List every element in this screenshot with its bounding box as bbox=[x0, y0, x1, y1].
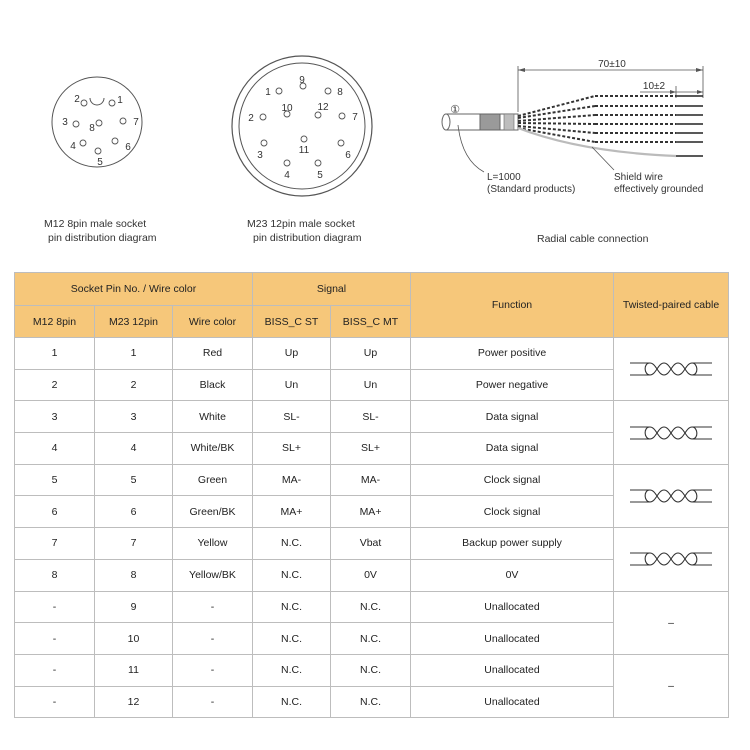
cell-m12: 8 bbox=[15, 559, 95, 591]
cell-wire-color: - bbox=[173, 654, 253, 686]
header-twisted: Twisted-paired cable bbox=[614, 273, 729, 338]
cell-wire-color: - bbox=[173, 591, 253, 623]
m12-pin-label: 4 bbox=[70, 141, 76, 152]
cell-m12: 5 bbox=[15, 464, 95, 496]
m23-pin-label: 9 bbox=[299, 75, 305, 86]
m12-pin-label: 5 bbox=[97, 157, 103, 168]
header-m12: M12 8pin bbox=[15, 306, 95, 338]
cell-m12: 7 bbox=[15, 528, 95, 560]
cell-function: Clock signal bbox=[411, 496, 614, 528]
table-row bbox=[15, 528, 729, 560]
cell-wire-color: White/BK bbox=[173, 433, 253, 465]
cell-function: Unallocated bbox=[411, 591, 614, 623]
cell-wire-color: Green/BK bbox=[173, 496, 253, 528]
m12-pin-holes bbox=[73, 100, 126, 154]
m12-pin-label: 2 bbox=[74, 94, 80, 105]
cell-biss-mt: N.C. bbox=[331, 686, 411, 718]
cell-biss-st: MA- bbox=[253, 464, 331, 496]
cell-wire-color: White bbox=[173, 401, 253, 433]
diagram-area bbox=[0, 0, 750, 270]
cell-biss-mt: SL+ bbox=[331, 433, 411, 465]
cell-m12: - bbox=[15, 654, 95, 686]
cell-m23: 6 bbox=[95, 496, 173, 528]
cell-m23: 3 bbox=[95, 401, 173, 433]
m23-caption-line: pin distribution diagram bbox=[253, 232, 362, 244]
cell-biss-mt: Up bbox=[331, 338, 411, 370]
header-function: Function bbox=[411, 273, 614, 338]
m23-pin-label: 3 bbox=[257, 150, 263, 161]
header-signal-group: Signal bbox=[253, 273, 411, 306]
dimension-end: 10±2 bbox=[642, 81, 666, 92]
twisted-pair-icon bbox=[628, 483, 714, 509]
m12-caption-line: M12 8pin male socket bbox=[44, 218, 147, 230]
cell-biss-st: N.C. bbox=[253, 686, 331, 718]
header-m23: M23 12pin bbox=[95, 306, 173, 338]
cell-m12: 3 bbox=[15, 401, 95, 433]
header-pin-group: Socket Pin No. / Wire color bbox=[15, 273, 253, 306]
table-row bbox=[15, 338, 729, 370]
m23-pin-label: 1 bbox=[265, 87, 271, 98]
cell-biss-mt: 0V bbox=[331, 559, 411, 591]
m12-connector bbox=[52, 77, 142, 168]
shield-label: Shield wire bbox=[614, 172, 663, 183]
cell-m12: - bbox=[15, 623, 95, 655]
cell-function: Unallocated bbox=[411, 686, 614, 718]
cell-twisted-pair bbox=[614, 528, 729, 591]
m23-pin-label: 6 bbox=[345, 150, 351, 161]
cell-biss-st: MA+ bbox=[253, 496, 331, 528]
cell-wire-color: Black bbox=[173, 369, 253, 401]
cell-twisted-pair: – bbox=[614, 654, 729, 717]
m23-pin-label: 2 bbox=[248, 113, 254, 124]
cell-function: Unallocated bbox=[411, 623, 614, 655]
cell-biss-mt: N.C. bbox=[331, 623, 411, 655]
cell-biss-st: Un bbox=[253, 369, 331, 401]
m12-caption-line: pin distribution diagram bbox=[48, 232, 157, 244]
cell-twisted-pair bbox=[614, 338, 729, 401]
cell-wire-color: Yellow/BK bbox=[173, 559, 253, 591]
shield-label-note: effectively grounded bbox=[614, 184, 704, 195]
radial-caption: Radial cable connection bbox=[537, 233, 649, 245]
m23-connector bbox=[232, 56, 372, 196]
cell-m23: 12 bbox=[95, 686, 173, 718]
table-row bbox=[15, 464, 729, 496]
cell-function: Data signal bbox=[411, 433, 614, 465]
m23-pin-label: 5 bbox=[317, 170, 323, 181]
cell-function: Power positive bbox=[411, 338, 614, 370]
cable-length-note: (Standard products) bbox=[487, 184, 576, 195]
cell-m12: - bbox=[15, 686, 95, 718]
table-row bbox=[15, 591, 729, 623]
cell-biss-st: SL- bbox=[253, 401, 331, 433]
cell-function: Clock signal bbox=[411, 464, 614, 496]
cell-biss-st: N.C. bbox=[253, 591, 331, 623]
m12-pin-label: 3 bbox=[62, 117, 68, 128]
cell-m12: 4 bbox=[15, 433, 95, 465]
table-row bbox=[15, 401, 729, 433]
cell-function: Unallocated bbox=[411, 654, 614, 686]
cell-twisted-pair: – bbox=[614, 591, 729, 654]
cable-length: L=1000 bbox=[487, 172, 521, 183]
pin-assignment-table bbox=[14, 272, 729, 718]
m23-pin-label: 10 bbox=[281, 103, 293, 114]
cell-wire-color: - bbox=[173, 686, 253, 718]
cell-m23: 1 bbox=[95, 338, 173, 370]
cell-function: 0V bbox=[411, 559, 614, 591]
header-biss-st: BISS_C ST bbox=[253, 306, 331, 338]
cell-m12: - bbox=[15, 591, 95, 623]
cell-function: Data signal bbox=[411, 401, 614, 433]
twisted-pair-icon bbox=[628, 546, 714, 572]
cell-m12: 2 bbox=[15, 369, 95, 401]
cell-biss-mt: Un bbox=[331, 369, 411, 401]
cell-biss-mt: N.C. bbox=[331, 591, 411, 623]
cell-m23: 8 bbox=[95, 559, 173, 591]
cell-m23: 5 bbox=[95, 464, 173, 496]
cell-wire-color: Green bbox=[173, 464, 253, 496]
m23-pin-label: 4 bbox=[284, 170, 290, 181]
cable-marker: ① bbox=[450, 103, 460, 116]
m23-caption bbox=[247, 217, 362, 245]
table-body bbox=[15, 338, 729, 718]
cell-biss-st: N.C. bbox=[253, 623, 331, 655]
m12-caption bbox=[44, 217, 157, 245]
cell-biss-mt: MA- bbox=[331, 464, 411, 496]
cell-function: Power negative bbox=[411, 369, 614, 401]
m12-pin-label: 6 bbox=[125, 142, 131, 153]
cell-m23: 10 bbox=[95, 623, 173, 655]
cell-twisted-pair bbox=[614, 401, 729, 464]
cell-biss-st: N.C. bbox=[253, 654, 331, 686]
cell-biss-mt: Vbat bbox=[331, 528, 411, 560]
cell-biss-st: Up bbox=[253, 338, 331, 370]
twisted-pair-icon bbox=[628, 420, 714, 446]
cell-biss-mt: SL- bbox=[331, 401, 411, 433]
m23-pin-label: 8 bbox=[337, 87, 343, 98]
dimension-total: 70±10 bbox=[598, 59, 626, 70]
m12-pin-label: 8 bbox=[89, 123, 95, 134]
m23-pin-label: 7 bbox=[352, 112, 358, 123]
cell-biss-mt: N.C. bbox=[331, 654, 411, 686]
cell-m23: 2 bbox=[95, 369, 173, 401]
cell-m12: 1 bbox=[15, 338, 95, 370]
cell-biss-st: SL+ bbox=[253, 433, 331, 465]
m23-pin-label: 12 bbox=[317, 102, 329, 113]
cell-m23: 11 bbox=[95, 654, 173, 686]
m12-pin-label: 1 bbox=[117, 95, 123, 106]
cell-biss-mt: MA+ bbox=[331, 496, 411, 528]
m23-caption-line: M23 12pin male socket bbox=[247, 218, 355, 230]
radial-cable-diagram bbox=[442, 59, 703, 195]
header-wire-color: Wire color bbox=[173, 306, 253, 338]
m23-pin-label: 11 bbox=[298, 145, 310, 156]
twisted-pair-icon bbox=[628, 356, 714, 382]
m12-pin-label: 7 bbox=[133, 117, 139, 128]
cell-m12: 6 bbox=[15, 496, 95, 528]
cell-m23: 4 bbox=[95, 433, 173, 465]
table-row bbox=[15, 654, 729, 686]
cell-m23: 9 bbox=[95, 591, 173, 623]
cell-wire-color: - bbox=[173, 623, 253, 655]
cell-function: Backup power supply bbox=[411, 528, 614, 560]
cell-wire-color: Red bbox=[173, 338, 253, 370]
cell-biss-st: N.C. bbox=[253, 559, 331, 591]
cell-biss-st: N.C. bbox=[253, 528, 331, 560]
cell-twisted-pair bbox=[614, 464, 729, 527]
cell-wire-color: Yellow bbox=[173, 528, 253, 560]
header-biss-mt: BISS_C MT bbox=[331, 306, 411, 338]
cell-m23: 7 bbox=[95, 528, 173, 560]
